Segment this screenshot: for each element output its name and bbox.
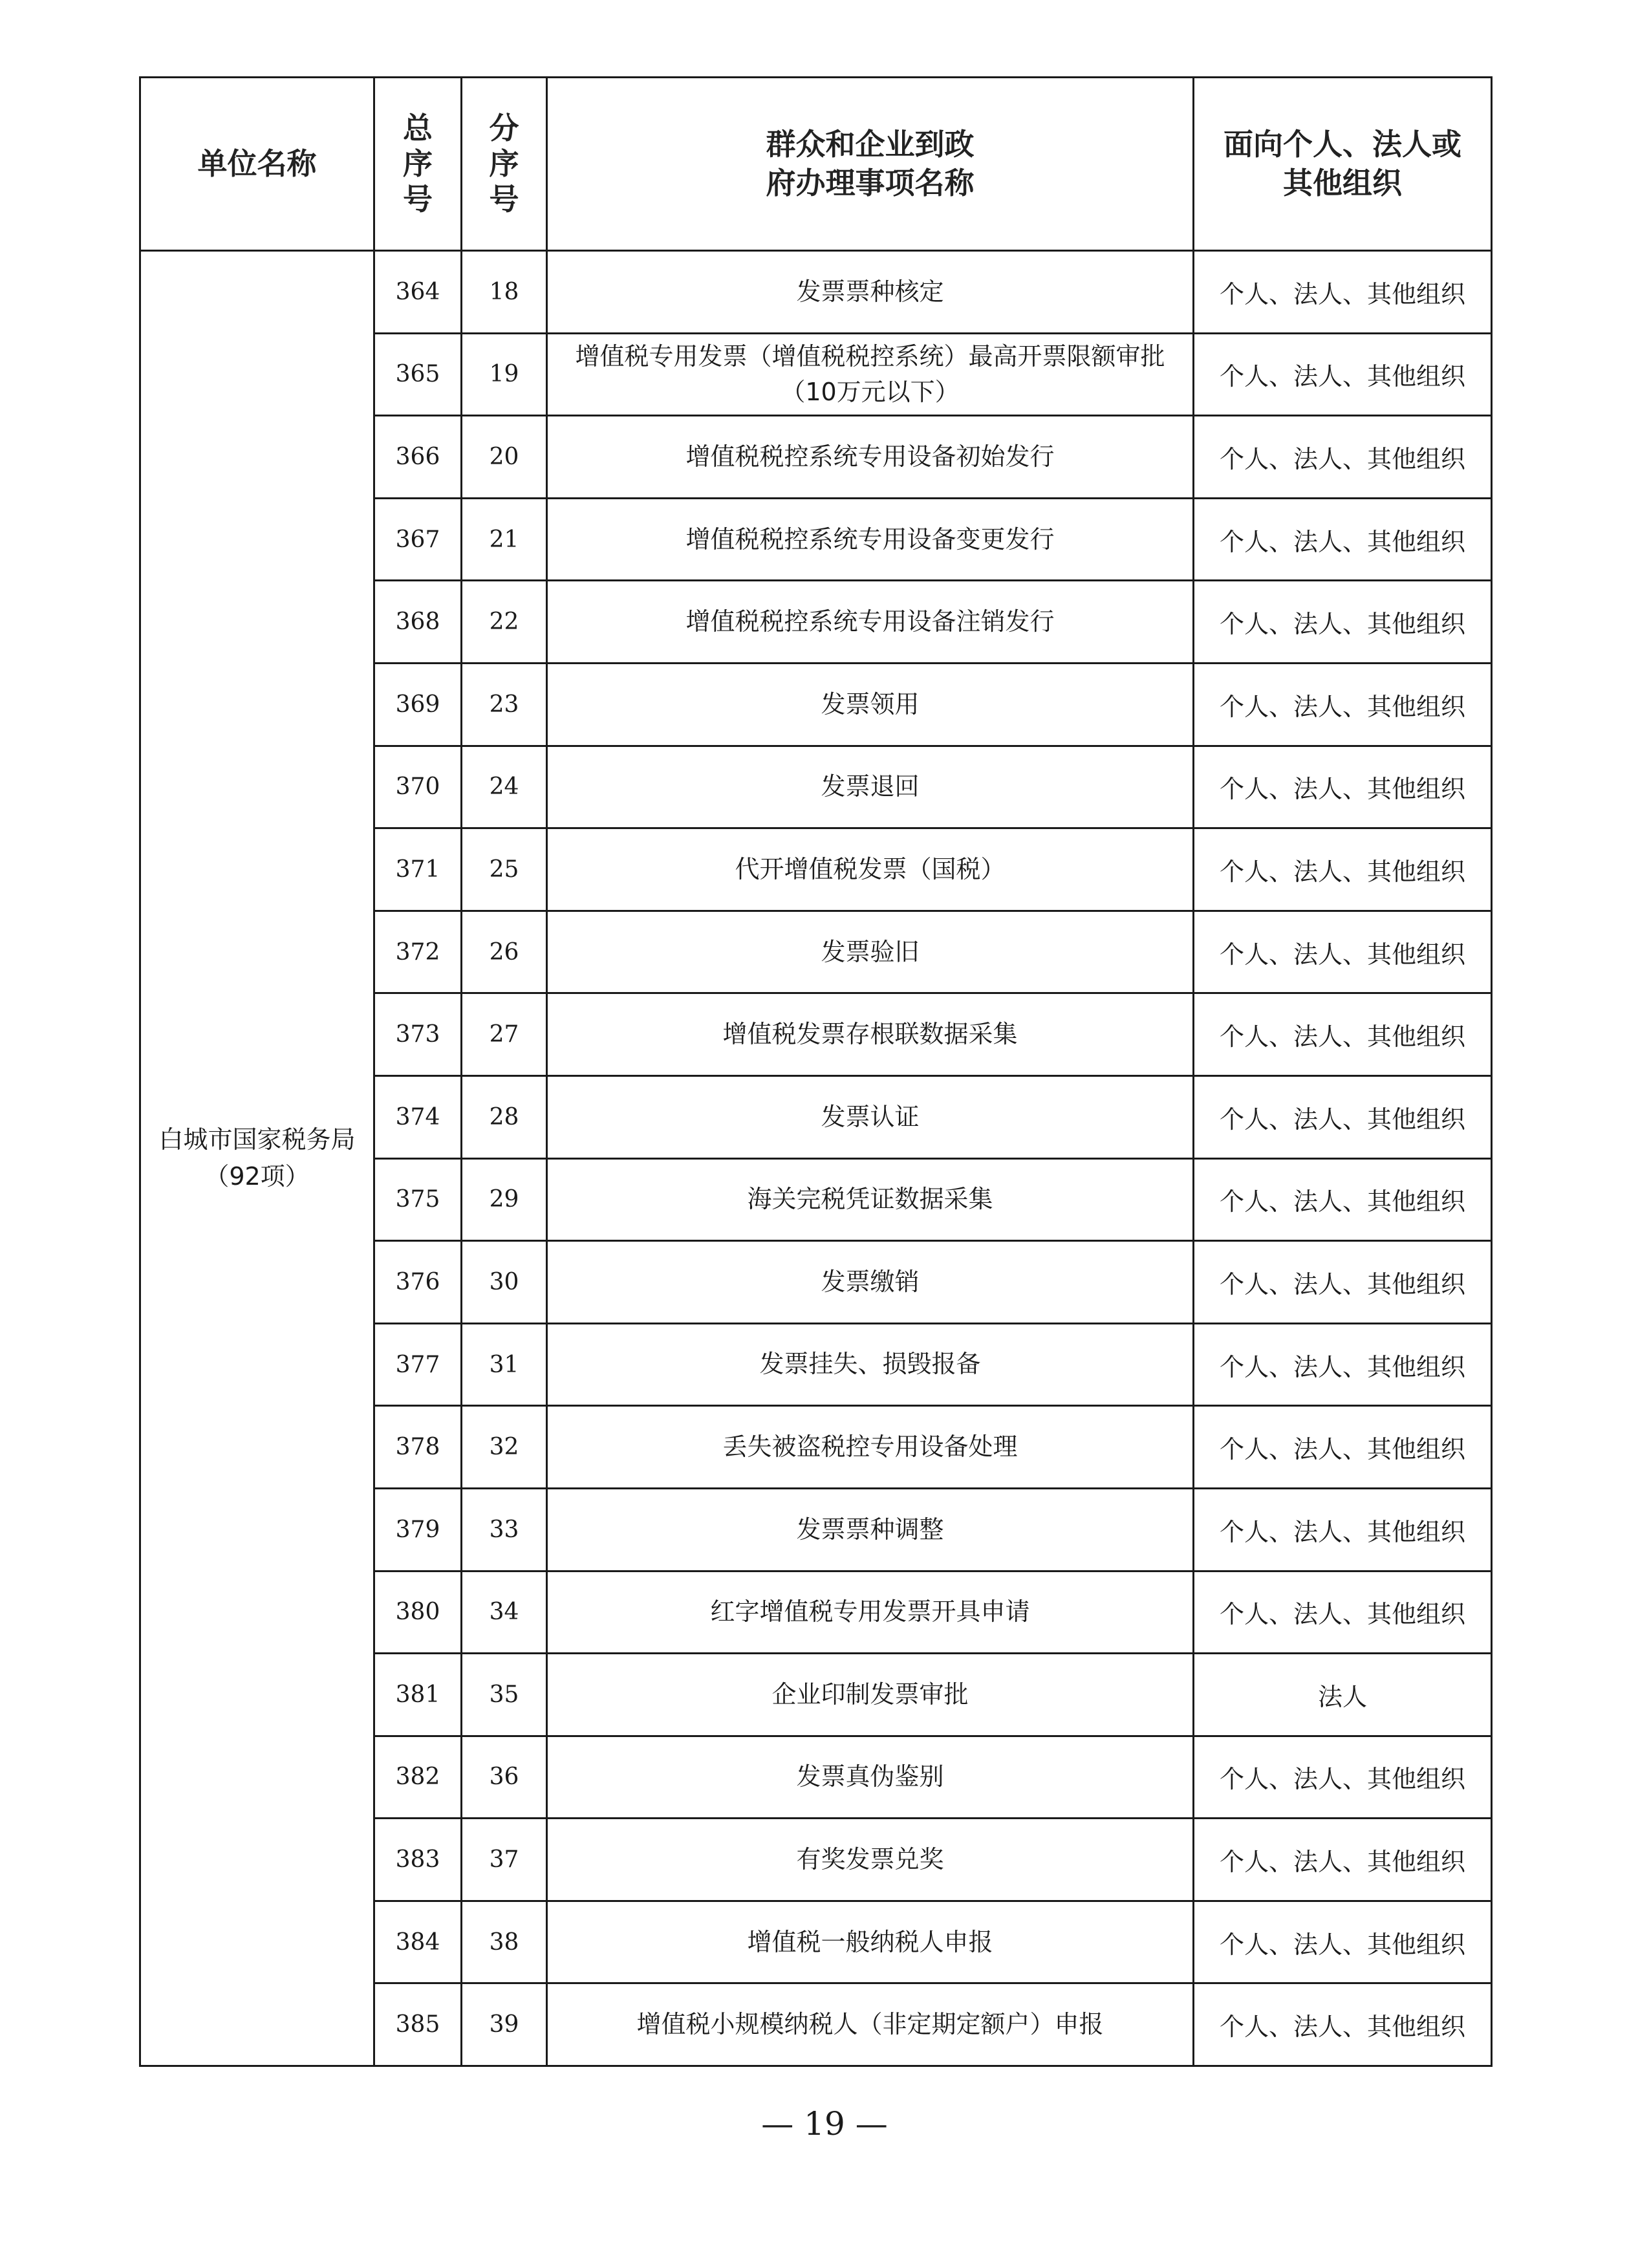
sub-number-cell: 21 xyxy=(462,498,547,581)
total-number-cell: 382 xyxy=(374,1736,462,1819)
total-number-cell: 381 xyxy=(374,1654,462,1736)
header-sub-number-char-1: 分 xyxy=(489,110,519,146)
target-cell: 个人、法人、其他组织 xyxy=(1194,828,1492,911)
sub-number-cell: 38 xyxy=(462,1901,547,1983)
target-cell: 个人、法人、其他组织 xyxy=(1194,1488,1492,1571)
total-number-cell: 384 xyxy=(374,1901,462,1983)
total-number-cell: 364 xyxy=(374,251,462,334)
government-affairs-table xyxy=(139,76,1493,2067)
item-name-cell: 发票退回 xyxy=(547,746,1194,828)
item-name-cell: 企业印制发票审批 xyxy=(547,1654,1194,1736)
target-cell: 个人、法人、其他组织 xyxy=(1194,1158,1492,1241)
sub-number-cell: 37 xyxy=(462,1819,547,1901)
sub-number-cell: 34 xyxy=(462,1571,547,1654)
header-target-line-1: 面向个人、法人或 xyxy=(1223,126,1461,162)
sub-number-cell: 39 xyxy=(462,1983,547,2066)
header-sub-number-char-3: 号 xyxy=(489,182,519,217)
target-cell: 个人、法人、其他组织 xyxy=(1194,1406,1492,1489)
sub-number-cell: 19 xyxy=(462,333,547,416)
target-cell: 个人、法人、其他组织 xyxy=(1194,581,1492,664)
sub-number-cell: 18 xyxy=(462,251,547,334)
target-cell: 个人、法人、其他组织 xyxy=(1194,663,1492,746)
target-cell: 个人、法人、其他组织 xyxy=(1194,746,1492,828)
total-number-cell: 376 xyxy=(374,1241,462,1324)
table-body xyxy=(140,251,1492,2066)
item-name-cell: 发票挂失、损毁报备 xyxy=(547,1323,1194,1406)
total-number-cell: 375 xyxy=(374,1158,462,1241)
total-number-cell: 379 xyxy=(374,1488,462,1571)
total-number-cell: 378 xyxy=(374,1406,462,1489)
sub-number-cell: 26 xyxy=(462,911,547,993)
item-name-cell: 发票票种调整 xyxy=(547,1488,1194,1571)
item-name-cell: 增值税发票存根联数据采集 xyxy=(547,993,1194,1076)
target-cell: 个人、法人、其他组织 xyxy=(1194,1901,1492,1983)
target-cell: 个人、法人、其他组织 xyxy=(1194,1241,1492,1324)
target-cell: 个人、法人、其他组织 xyxy=(1194,1736,1492,1819)
item-name-cell: 增值税专用发票（增值税税控系统）最高开票限额审批（10万元以下） xyxy=(547,333,1194,416)
item-name-cell: 增值税税控系统专用设备变更发行 xyxy=(547,498,1194,581)
item-name-cell: 增值税税控系统专用设备注销发行 xyxy=(547,581,1194,664)
item-name-cell: 发票票种核定 xyxy=(547,251,1194,334)
total-number-cell: 370 xyxy=(374,746,462,828)
item-name-cell: 增值税一般纳税人申报 xyxy=(547,1901,1194,1983)
sub-number-cell: 32 xyxy=(462,1406,547,1489)
target-cell: 个人、法人、其他组织 xyxy=(1194,1819,1492,1901)
total-number-cell: 374 xyxy=(374,1075,462,1158)
item-name-cell: 有奖发票兑奖 xyxy=(547,1819,1194,1901)
item-name-cell: 红字增值税专用发票开具申请 xyxy=(547,1571,1194,1654)
total-number-cell: 368 xyxy=(374,581,462,664)
total-number-cell: 372 xyxy=(374,911,462,993)
header-row xyxy=(140,78,1492,251)
sub-number-cell: 33 xyxy=(462,1488,547,1571)
header-total-number xyxy=(374,78,462,251)
item-name-cell: 海关完税凭证数据采集 xyxy=(547,1158,1194,1241)
header-unit-name: 单位名称 xyxy=(140,78,374,251)
total-number-cell: 383 xyxy=(374,1819,462,1901)
sub-number-cell: 23 xyxy=(462,663,547,746)
table-header xyxy=(140,78,1492,251)
total-number-cell: 380 xyxy=(374,1571,462,1654)
sub-number-cell: 22 xyxy=(462,581,547,664)
page-number: — 19 — xyxy=(761,2105,888,2143)
item-name-cell: 发票验旧 xyxy=(547,911,1194,993)
total-number-cell: 371 xyxy=(374,828,462,911)
table-row xyxy=(140,251,1492,334)
unit-name-cell xyxy=(140,251,374,2066)
header-sub-number xyxy=(462,78,547,251)
header-sub-number-char-2: 序 xyxy=(489,146,519,181)
unit-item-count: （92项） xyxy=(204,1162,310,1191)
target-cell: 个人、法人、其他组织 xyxy=(1194,251,1492,334)
sub-number-cell: 25 xyxy=(462,828,547,911)
sub-number-cell: 35 xyxy=(462,1654,547,1736)
header-target xyxy=(1194,78,1492,251)
total-number-cell: 377 xyxy=(374,1323,462,1406)
sub-number-cell: 29 xyxy=(462,1158,547,1241)
total-number-cell: 373 xyxy=(374,993,462,1076)
target-cell: 个人、法人、其他组织 xyxy=(1194,416,1492,499)
total-number-cell: 369 xyxy=(374,663,462,746)
total-number-cell: 385 xyxy=(374,1983,462,2066)
target-cell: 个人、法人、其他组织 xyxy=(1194,911,1492,993)
total-number-cell: 366 xyxy=(374,416,462,499)
item-name-cell: 发票领用 xyxy=(547,663,1194,746)
total-number-cell: 367 xyxy=(374,498,462,581)
unit-name: 白城市国家税务局 xyxy=(158,1125,356,1154)
total-number-cell: 365 xyxy=(374,333,462,416)
item-name-cell: 丢失被盗税控专用设备处理 xyxy=(547,1406,1194,1489)
sub-number-cell: 27 xyxy=(462,993,547,1076)
sub-number-cell: 28 xyxy=(462,1075,547,1158)
header-item-name-line-1: 群众和企业到政 xyxy=(766,126,975,162)
header-item-name-line-2: 府办理事项名称 xyxy=(766,165,975,200)
item-name-cell: 发票缴销 xyxy=(547,1241,1194,1324)
target-cell: 个人、法人、其他组织 xyxy=(1194,1571,1492,1654)
target-cell: 个人、法人、其他组织 xyxy=(1194,1075,1492,1158)
sub-number-cell: 30 xyxy=(462,1241,547,1324)
header-target-line-2: 其他组织 xyxy=(1283,165,1402,200)
header-total-number-char-3: 号 xyxy=(403,182,433,217)
target-cell: 个人、法人、其他组织 xyxy=(1194,993,1492,1076)
target-cell: 法人 xyxy=(1194,1654,1492,1736)
sub-number-cell: 31 xyxy=(462,1323,547,1406)
target-cell: 个人、法人、其他组织 xyxy=(1194,1983,1492,2066)
target-cell: 个人、法人、其他组织 xyxy=(1194,498,1492,581)
sub-number-cell: 24 xyxy=(462,746,547,828)
sub-number-cell: 20 xyxy=(462,416,547,499)
item-name-cell: 增值税税控系统专用设备初始发行 xyxy=(547,416,1194,499)
target-cell: 个人、法人、其他组织 xyxy=(1194,1323,1492,1406)
item-name-cell: 代开增值税发票（国税） xyxy=(547,828,1194,911)
header-total-number-char-1: 总 xyxy=(403,110,433,146)
item-name-cell: 增值税小规模纳税人（非定期定额户）申报 xyxy=(547,1983,1194,2066)
item-name-cell: 发票真伪鉴别 xyxy=(547,1736,1194,1819)
item-name-cell: 发票认证 xyxy=(547,1075,1194,1158)
header-total-number-char-2: 序 xyxy=(403,146,433,181)
header-item-name xyxy=(547,78,1194,251)
target-cell: 个人、法人、其他组织 xyxy=(1194,333,1492,416)
sub-number-cell: 36 xyxy=(462,1736,547,1819)
